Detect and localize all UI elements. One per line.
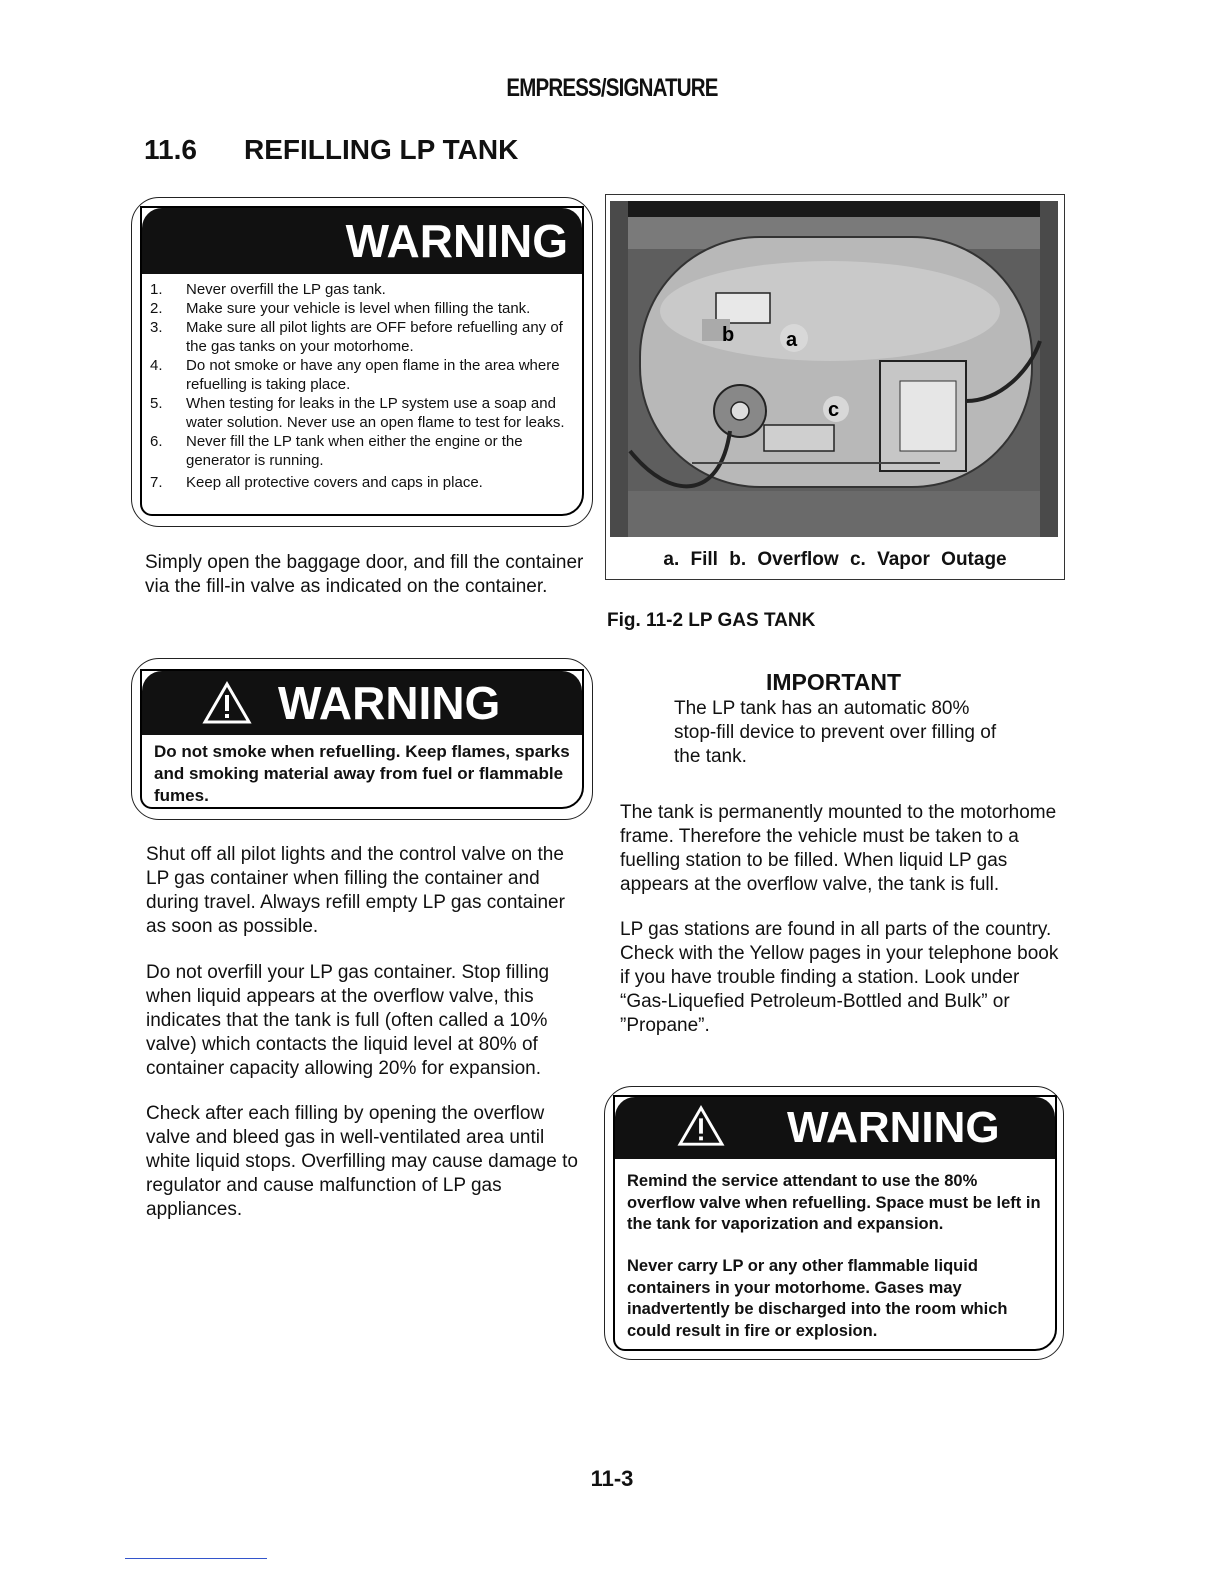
list-item: 1. Never overfill the LP gas tank. — [150, 281, 386, 298]
warning-banner-1 — [142, 208, 582, 274]
list-item: 7. Keep all protective covers and caps in place. — [150, 474, 483, 491]
intro-paragraph: Simply open the baggage door, and fill the container via the fill-in valve as indicated on the container. — [145, 552, 584, 597]
warning-box-2-inner — [140, 669, 584, 809]
list-item: 2. Make sure your vehicle is level when filling the tank. — [150, 300, 531, 317]
list-item: 4. Do not smoke or have any open flame in the area where refuelling is taking place. — [150, 357, 560, 393]
important-title: IMPORTANT — [766, 669, 902, 695]
left-paragraph-3: Check after each filling by opening the overflow valve and bleed gas in well-ventilated area until white liquid stops. Overfilling may cause damage to regulator and cause malfunction of LP gas appliances. — [146, 1103, 578, 1220]
warning-box-1-inner — [140, 206, 584, 516]
list-item: 5. When testing for leaks in the LP system use a soap and water solution. Never use an open flame to test for leaks. — [150, 395, 565, 431]
document-header: EMPRESS/SIGNATURE — [506, 74, 718, 102]
warning-banner-2 — [142, 671, 582, 735]
important-text: The LP tank has an automatic 80% stop-fill device to prevent over filling of the tank. — [674, 698, 997, 767]
tank-label-c: c — [828, 399, 840, 421]
warning-1-list — [142, 280, 572, 492]
right-paragraph-1: The tank is permanently mounted to the motorhome frame. Therefore the vehicle must be taken to a fuelling station to be filled. When liquid LP gas appears at the overflow valve, the tank is full. — [620, 802, 1057, 895]
warning-box-2 — [131, 658, 593, 820]
warning-2-text: Do not smoke when refuelling. Keep flames, sparks and smoking material away from fuel or flammable fumes. — [154, 742, 570, 805]
warning-triangle-icon — [677, 1105, 725, 1147]
tank-label-a: a — [786, 329, 798, 351]
footnote-rule — [125, 1558, 267, 1559]
figure-box — [605, 194, 1065, 580]
tank-label-b: b — [722, 324, 735, 346]
left-paragraph-1: Shut off all pilot lights and the control valve on the LP gas container when filling the container and during travel. Always refill empty LP gas container as soon as possible. — [146, 844, 565, 937]
figure-label: Fig. 11-2 LP GAS TANK — [607, 610, 816, 631]
warning-banner-2-text: WARNING — [278, 677, 501, 729]
warning-3-text-1: Remind the service attendant to use the 80% overflow valve when refuelling. Space must be left in the tank for vaporization and expansion. — [627, 1172, 1041, 1233]
warning-box-3-inner — [613, 1095, 1057, 1351]
warning-banner-1-text: WARNING — [345, 215, 568, 267]
list-item: 6. Never fill the LP tank when either the engine or the generator is running. — [150, 433, 523, 469]
warning-3-text-2: Never carry LP or any other flammable liquid containers in your motorhome. Gases may inadvertently be discharged into the room which could result in fire or explosion. — [627, 1257, 1008, 1340]
warning-banner-3-text: WARNING — [787, 1103, 1000, 1152]
figure-caption: a. Fill b. Overflow c. Vapor Outage — [663, 549, 1007, 570]
page-number: 11-3 — [590, 1466, 634, 1491]
lp-tank-photo — [610, 201, 1058, 537]
section-number: 11.6 — [144, 134, 197, 165]
left-paragraph-2: Do not overfill your LP gas container. Stop filling when liquid appears at the overflow valve, this indicates that the tank is full (often called a 10% valve) which contacts the liquid level at 80% of container capacity allowing 20% for expansion. — [146, 962, 550, 1079]
warning-box-1 — [131, 197, 593, 527]
warning-box-3 — [604, 1086, 1064, 1360]
right-paragraph-2: LP gas stations are found in all parts of the country. Check with the Yellow pages in your telephone book if you have trouble finding a station. Look under “Gas-Liquefied Petroleum-Bottled and Bulk” or ”Propane”. — [620, 919, 1059, 1036]
section-title: REFILLING LP TANK — [244, 134, 519, 165]
warning-banner-3 — [615, 1097, 1055, 1159]
list-item: 3. Make sure all pilot lights are OFF before refuelling any of the gas tanks on your motorhome. — [150, 319, 563, 355]
warning-triangle-icon — [202, 681, 252, 725]
